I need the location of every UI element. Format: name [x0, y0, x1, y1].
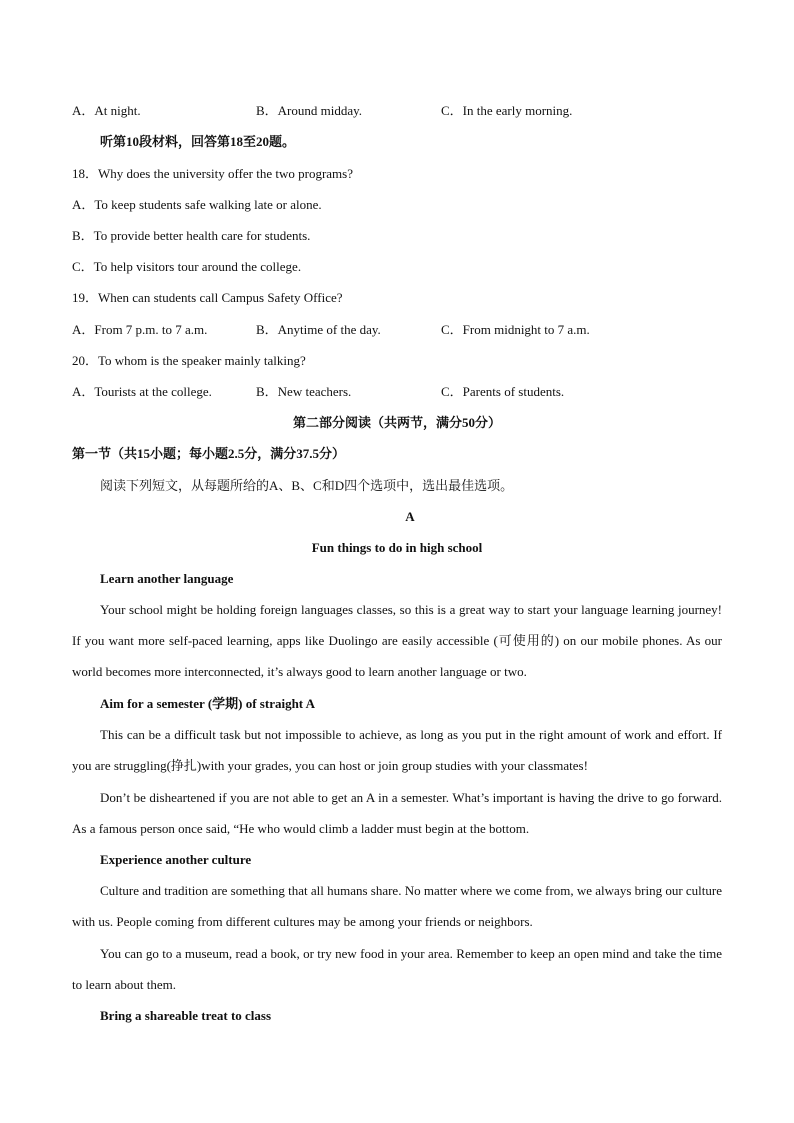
paragraph-culture-1: Culture and tradition are something that all humans share. No matter where we come from, we always bring our culture with us. People coming from different cultures may be among your friends or neighbors. [72, 883, 723, 929]
heading-shareable-treat: Bring a shareable treat to class [100, 1008, 272, 1023]
paragraph-straight-a-1: This can be a difficult task but not impossible to achieve, as long as you put in the right amount of work and effort. If you are struggling(挣扎)with your grades, you can host or join group studies with your classmates! [72, 727, 722, 773]
q17-option-a: A．At night. [72, 103, 141, 118]
part2-title: 第二部分阅读（共两节，满分50分） [292, 415, 501, 430]
q18-option-b: B．To provide better health care for students. [72, 228, 311, 243]
q19-options [72, 322, 732, 338]
q18-question: 18．Why does the university offer the two programs? [72, 166, 353, 181]
paragraph-learn-language: Your school might be holding foreign languages classes, so this is a great way to start your language learning journey! If you want more self-paced learning, apps like Duolingo are easily accessible (可使用的) on our mobile phones. As our world becomes more interconnected, it’s always good to learn another language or two. [72, 602, 722, 679]
q17-options [72, 103, 732, 119]
paragraph-culture-2: You can go to a museum, read a book, or try new food in your area. Remember to keep an open mind and take the time to learn about them. [72, 946, 722, 992]
passage-letter: A [405, 509, 415, 524]
section1-title: 第一节（共15小题；每小题2.5分，满分37.5分） [72, 446, 346, 461]
q19-question: 19．When can students call Campus Safety Office? [72, 290, 343, 305]
q18-option-a: A．To keep students safe walking late or alone. [72, 197, 322, 212]
q17-option-b: B．Around midday. [256, 103, 363, 118]
q17-option-c: C．In the early morning. [441, 103, 573, 118]
q19-option-a: A．From 7 p.m. to 7 a.m. [72, 322, 208, 337]
q19-option-c: C．From midnight to 7 a.m. [441, 322, 590, 337]
heading-learn-language: Learn another language [100, 571, 234, 586]
q20-question: 20．To whom is the speaker mainly talking? [72, 353, 306, 368]
q18-option-c: C．To help visitors tour around the college. [72, 259, 302, 274]
section10-header: 听第10段材料，回答第18至20题。 [100, 134, 296, 149]
heading-culture: Experience another culture [100, 852, 252, 867]
q20-option-c: C．Parents of students. [441, 384, 565, 399]
q20-option-a: A．Tourists at the college. [72, 384, 212, 399]
heading-straight-a: Aim for a semester (学期) of straight A [100, 696, 316, 711]
q20-options [72, 384, 732, 400]
paragraph-straight-a-2: Don’t be disheartened if you are not able to get an A in a semester. What’s important is having the drive to go forward. As a famous person once said, “He who would climb a ladder must begin at the bottom. [72, 790, 722, 836]
passage-title: Fun things to do in high school [311, 540, 483, 555]
q19-option-b: B．Anytime of the day. [256, 322, 381, 337]
reading-instructions: 阅读下列短文，从每题所给的A、B、C和D四个选项中，选出最佳选项。 [100, 478, 514, 493]
q20-option-b: B．New teachers. [256, 384, 352, 399]
